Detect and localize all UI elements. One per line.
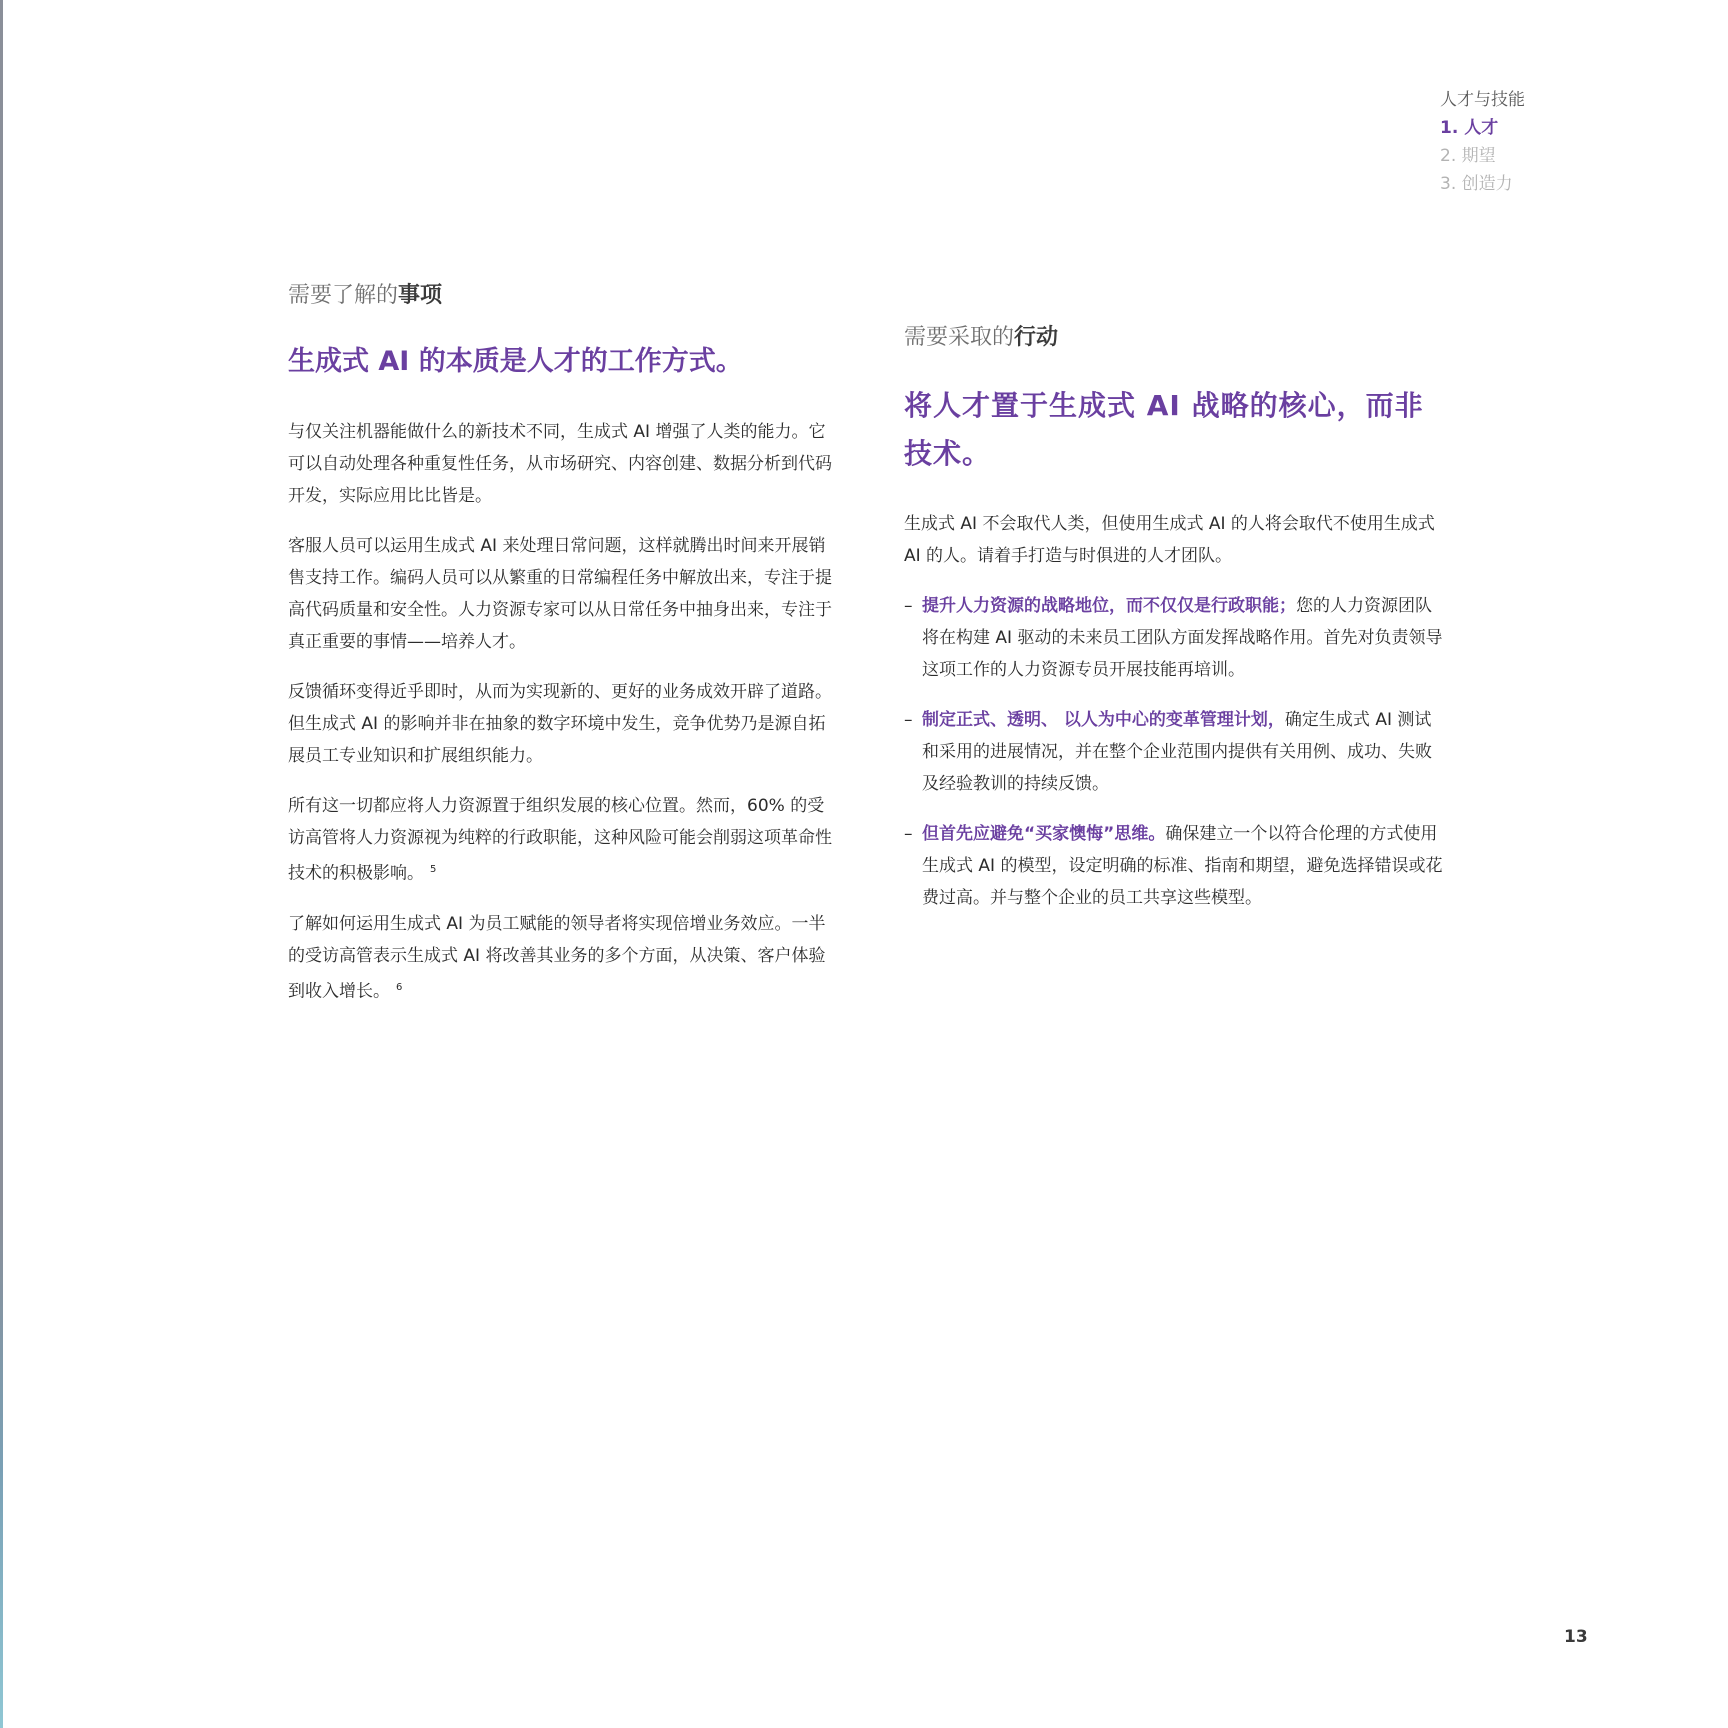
bullet-lead: 提升人力资源的战略地位，而不仅仅是行政职能； — [922, 596, 1296, 616]
body-paragraph — [288, 908, 833, 1008]
kicker-light: 需要采取的 — [904, 325, 1015, 350]
list-item — [904, 590, 1444, 686]
nav-section-title: 人才与技能 — [1440, 90, 1525, 110]
bullet-lead: 但首先应避免“买家懊悔”思维。 — [922, 824, 1166, 844]
nav-item-creativity[interactable]: 3. 创造力 — [1440, 174, 1513, 194]
body-paragraph — [288, 790, 833, 890]
body-paragraph: 客服人员可以运用生成式 AI 来处理日常问题，这样就腾出时间来开展销售支持工作。编码人员可以从繁重的日常编程任务中解放出来，专注于提高代码质量和安全性。人力资源专家可以从日常任务中抽身出来，专注于真正重要的事情——培养人才。 — [288, 536, 832, 652]
bullet-body: 确定生成式 AI 测试和采用的进展情况，并在整个企业范围内提供有关用例、成功、失败及经验教训的持续反馈。 — [922, 710, 1432, 794]
actions-list — [904, 590, 1444, 914]
bullet-body: 确保建立一个以符合伦理的方式使用生成式 AI 的模型，设定明确的标准、指南和期望，避免选择错误或花费过高。并与整个企业的员工共享这些模型。 — [922, 824, 1443, 908]
page-edge-bar — [0, 0, 3, 1728]
body-paragraph-text: 了解如何运用生成式 AI 为员工赋能的领导者将实现倍增业务效应。一半的受访高管表示生成式 AI 将改善其业务的多个方面，从决策、客户体验到收入增长。 — [288, 913, 826, 1002]
body-paragraph-text: 所有这一切都应将人力资源置于组织发展的核心位置。然而，60% 的受访高管将人力资源视为纯粹的行政职能，这种风险可能会削弱这项革命性技术的积极影响。 — [288, 796, 832, 884]
bullet-lead: 制定正式、透明、 以人为中心的变革管理计划， — [922, 710, 1285, 730]
section-nav — [1440, 86, 1525, 198]
what-to-know-column — [288, 280, 833, 1007]
footnote-marker: 5 — [430, 864, 437, 875]
body-paragraph: 反馈循环变得近乎即时，从而为实现新的、更好的业务成效开辟了道路。但生成式 AI 的影响并非在抽象的数字环境中发生，竞争优势乃是源自拓展员工专业知识和扩展组织能力。 — [288, 682, 832, 766]
what-to-know-kicker — [288, 280, 833, 312]
page-number: 13 — [1564, 1627, 1588, 1647]
list-item — [904, 704, 1444, 800]
dash-marker: – — [904, 710, 913, 730]
actions-intro: 生成式 AI 不会取代人类，但使用生成式 AI 的人将会取代不使用生成式 AI 的人。请着手打造与时俱进的人才团队。 — [904, 514, 1435, 566]
footnote-marker: 6 — [396, 981, 403, 993]
dash-marker: – — [904, 596, 913, 616]
kicker-bold: 行动 — [1014, 325, 1059, 350]
kicker-bold: 事项 — [398, 283, 443, 308]
body-paragraph: 与仅关注机器能做什么的新技术不同，生成式 AI 增强了人类的能力。它可以自动处理各种重复性任务，从市场研究、内容创建、数据分析到代码开发，实际应用比比皆是。 — [288, 422, 832, 506]
actions-column — [904, 322, 1444, 914]
actions-kicker — [904, 322, 1444, 354]
what-to-know-headline: 生成式 AI 的本质是人才的工作方式。 — [288, 346, 743, 377]
nav-item-talent[interactable]: 1. 人才 — [1440, 118, 1499, 138]
dash-marker: – — [904, 824, 913, 844]
bullet-body: 您的人力资源团队将在构建 AI 驱动的未来员工团队方面发挥战略作用。首先对负责领导这项工作的人力资源专员开展技能再培训。 — [922, 596, 1443, 680]
nav-item-expectations[interactable]: 2. 期望 — [1440, 146, 1496, 166]
kicker-light: 需要了解的 — [288, 283, 399, 308]
actions-headline: 将人才置于生成式 AI 战略的核心，而非技术。 — [904, 389, 1424, 470]
list-item — [904, 818, 1444, 914]
